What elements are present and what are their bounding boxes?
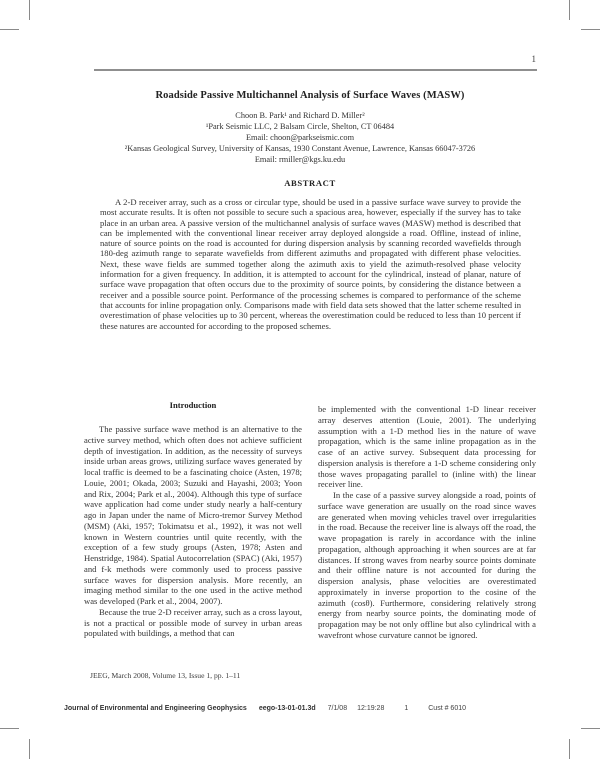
crop-mark-bottom-right-horizontal	[581, 728, 600, 729]
intro-paragraph-1: The passive surface wave method is an alternative to the active survey method, which often does not achieve sufficient depth of investigation. In addition, as the necessity of surveys inside urban areas grows, utilizing surface waves generated by local traffic is deemed to be a fascinating choice (Asten, 1978; Louie, 2001; Okada, 2003; Suzuki and Hayashi, 2003; Yoon and Rix, 2004; Park et al., 2004). Although this type of surface wave application had come under study nearly a half-century ago in Japan under the name of Micro-tremor Survey Method (MSM) (Aki, 1957; Tokimatsu et al., 1992), it was not well known in Western countries until quite recently, with the exception of a few study groups (Asten, 1978; Asten and Henstridge, 1984). Spatial Autocorrelation (SPAC) (Aki, 1957) and f-k methods were commonly used to process passive surface waves for dispersion analysis. More recently, an imaging method similar to the one used in the active method was developed (Park et al., 2004, 2007).	[84, 424, 302, 606]
intro-paragraph-4: In the case of a passive survey alongside a road, points of surface wave generation are usually on the road since waves are generated when moving vehicles travel over irregularities in the road. Because the receiver line is always off the road, the wave propagation is rarely in accordance with the inline propagation, although approaching it when sources are at far distances. If strong waves from nearby source points dominate and their offline nature is not accounted for during the dispersion analysis, phase velocities are overestimated approximately in inverse proportion to the cosine of the azimuth (cosθ). Furthermore, considering relatively strong energy from nearby source points, the dominating mode of propagation may be not only offline but also cylindrical with a wavefront whose curvature cannot be ignored.	[318, 490, 536, 640]
proof-time: 12:19:28	[357, 705, 385, 712]
affiliation-2: ²Kansas Geological Survey, University of Kansas, 1930 Constant Avenue, Lawrence, Kansas 66047-3726	[124, 144, 476, 153]
crop-mark-bottom-right-vertical	[569, 739, 570, 759]
crop-mark-top-left-vertical	[29, 0, 30, 20]
crop-mark-top-right-vertical	[569, 0, 570, 20]
intro-paragraph-2: Because the true 2-D receiver array, such as a cross layout, is not a practical or possible mode of survey in urban areas populated with buildings, a method that can	[84, 606, 302, 639]
paper-title: Roadside Passive Multichannel Analysis of Surface Waves (MASW)	[155, 90, 465, 101]
crop-mark-top-left-horizontal	[0, 29, 19, 30]
email-1: Email: choon@parkseismic.com	[245, 133, 355, 142]
header-rule	[94, 69, 537, 71]
proof-file-name: eego-13-01-01.3d	[258, 705, 316, 712]
proof-journal-name: Journal of Environmental and Engineering Geophysics	[64, 705, 247, 712]
crop-mark-top-right-horizontal	[581, 29, 600, 30]
page-number: 1	[531, 54, 536, 64]
authors-block	[40, 110, 560, 165]
journal-citation-footer: JEEG, March 2008, Volume 13, Issue 1, pp. 1–11	[90, 671, 241, 680]
proof-date: 7/1/08	[327, 705, 348, 712]
email-2: Email: rmiller@kgs.ku.edu	[254, 155, 346, 164]
intro-column-right	[318, 404, 536, 641]
abstract-heading: ABSTRACT	[284, 178, 336, 188]
authors-line: Choon B. Park¹ and Richard D. Miller²	[235, 111, 365, 120]
proof-customer: Cust # 6010	[428, 705, 466, 712]
introduction-heading: Introduction	[169, 400, 217, 410]
intro-paragraph-3: be implemented with the conventional 1-D linear receiver array deserves attention (Louie, 2001). The underlying assumption with a 1-D method lies in the nature of wave propagation, which is the same inline propagation as in the case of an active survey. Subsequent data processing for dispersion analysis is therefore a 1-D scheme considering only those waves propagating parallel to (inline with) the linear receiver line.	[318, 404, 536, 490]
proof-page-number: 1	[404, 705, 409, 712]
abstract-paragraph: A 2-D receiver array, such as a cross or circular type, should be used in a passive surface wave survey to provide the most accurate results. It is often not possible to secure such a spacious area, however, especially if the survey has to take place in an urban area. A passive version of the multichannel analysis of surface waves (MASW) method is described that can be implemented with the conventional linear receiver array deployed alongside a road. Offline, instead of inline, nature of source points on the road is accounted for during dispersion analysis by scanning recorded wavefields through 180-deg azimuth range to separate wavefields from different azimuths and propagated with different phase velocities. Next, these wave fields are summed together along the azimuth axis to yield the azimuth-resolved phase velocity information for a given frequency. In addition, it is attempted to account for the cylindrical, instead of planar, nature of surface wave propagation that often occurs due to the proximity of source points, by considering the distance between a receiver and a possible source point. Performance of the processing schemes is compared to performance of the scheme that accounts for inline propagation only. Comparisons made with field data sets showed that the latter scheme resulted in overestimation of phase velocities up to 30 percent, whereas the overestimation could be reduced to less than 10 percent if these natures are accounted for according to the proposed schemes.	[100, 197, 521, 331]
crop-mark-bottom-left-vertical	[29, 739, 30, 759]
intro-column-left	[84, 424, 302, 639]
typesetter-proof-footer	[64, 705, 536, 712]
affiliation-1: ¹Park Seismic LLC, 2 Balsam Circle, Shelton, CT 06484	[205, 122, 395, 131]
crop-mark-bottom-left-horizontal	[0, 728, 19, 729]
